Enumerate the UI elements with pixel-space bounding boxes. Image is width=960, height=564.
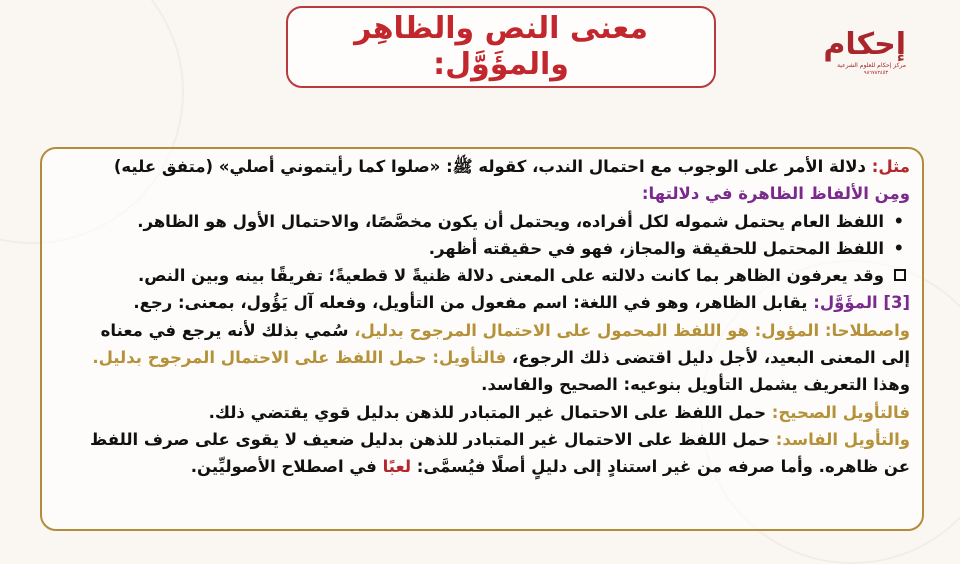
last-end: في اصطلاح الأصوليِّين.	[190, 457, 383, 477]
title-box	[286, 6, 716, 88]
terminology-line-2	[52, 344, 910, 371]
bullet-item-literal: • اللفظ المحتمل للحقيقة والمجاز، فهو في حقيقته أظهر.	[52, 235, 910, 262]
muawwal-heading: [3] المؤَوَّل:	[813, 293, 910, 313]
tawil-label: فالتأويل:	[432, 348, 507, 368]
sahih-line	[52, 399, 910, 426]
sahih-label: فالتأويل الصحيح:	[771, 402, 910, 422]
muawwal-text: يقابل الظاهر، وهو في اللغة: اسم مفعول من التأويل، وفعله آل يَؤُول، بمعنى: رجع.	[133, 293, 814, 313]
last-text: عن ظاهره. وأما صرفه من غير استنادٍ إلى دليلٍ أصلًا فيُسمَّى:	[411, 457, 910, 477]
last-red-word: لعبًا	[382, 457, 412, 477]
tawil-definition: حمل اللفظ على الاحتمال المرجوح بدليل.	[92, 348, 433, 368]
fasid-text: حمل اللفظ على الاحتمال غير المتبادر للذهن بدليل ضعيف لا يقوى على صرف اللفظ	[90, 429, 776, 449]
logo	[823, 27, 906, 88]
apparent-words-heading: ومِن الألفاظ الظاهرة في دلالتها:	[641, 184, 910, 204]
logo-subtitle: مركز إحكام للعلوم الشرعية	[837, 62, 906, 69]
square-bullet-icon	[894, 269, 906, 281]
logo-number: ٩٨٦٧٨٢٤٥٣	[863, 70, 889, 76]
fasid-line	[52, 426, 910, 453]
example-label: مثل:	[871, 157, 910, 176]
terminology-text: سُمي بذلك لأنه يرجع في معناه	[100, 320, 355, 340]
checkbox-item-definition	[52, 262, 910, 289]
fasid-label: والتأويل الفاسد:	[775, 429, 910, 449]
slide-title-line-1: معنى النص والظاهِر	[354, 11, 648, 46]
last-line	[52, 453, 910, 480]
logo-wordmark: إحكام	[823, 27, 906, 62]
terminology-label: واصطلاحا: المؤول: هو اللفظ المحمول على الاحتمال المرجوح بدليل،	[354, 320, 910, 340]
content-box	[40, 147, 924, 531]
terminology-text-2: إلى المعنى البعيد، لأجل دليل اقتضى ذلك الرجوع،	[506, 348, 910, 368]
example-text: دلالة الأمر على الوجوب مع احتمال الندب، كقوله ﷺ: «صلوا كما رأيتموني أصلي» (متفق عليه)	[113, 157, 872, 176]
sahih-text: حمل اللفظ على الاحتمال غير المتبادر للذهن بدليل قوي يقتضي ذلك.	[208, 402, 772, 422]
slide-title-line-2: والمؤَوَّل:	[433, 47, 569, 82]
general-definition-line: وهذا التعريف يشمل التأويل بنوعيه: الصحيح والفاسد.	[481, 375, 910, 395]
muawwal-line	[52, 289, 910, 316]
checkbox-item-text: وقد يعرفون الظاهر بما كانت دلالته على المعنى دلالة ظنيةً لا قطعيةً؛ تفريقًا بينه وبين النص.	[137, 266, 884, 286]
example-line	[52, 153, 910, 180]
terminology-line	[52, 317, 910, 344]
bullet-item-general: • اللفظ العام يحتمل شموله لكل أفراده، ويحتمل أن يكون مخصَّصًا، والاحتمال الأول هو الظاهر.	[52, 208, 910, 235]
